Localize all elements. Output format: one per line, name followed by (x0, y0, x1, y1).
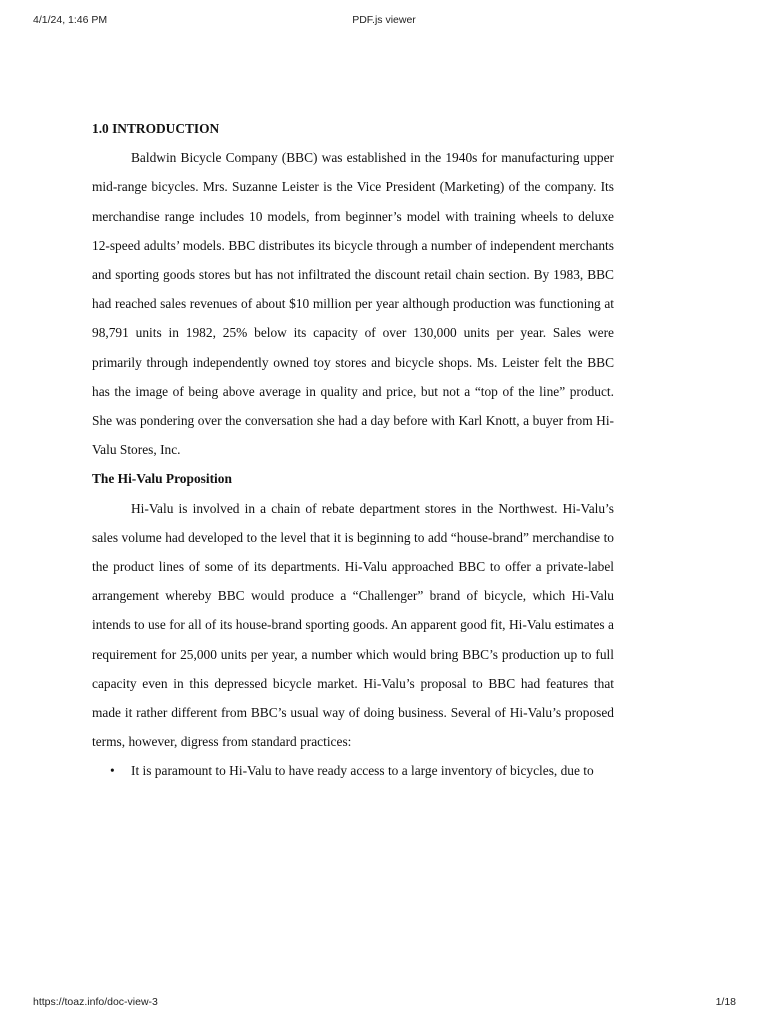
source-url-link[interactable]: https://toaz.info/doc-view-3 (33, 996, 158, 1008)
intro-paragraph: Baldwin Bicycle Company (BBC) was established in the 1940s for manufacturing upper mid-range bicycles. Mrs. Suzanne Leister is the Vice President (Marketing) of the company. Its merchandise range includes 10 models, from beginner’s model with training wheels to deluxe 12-speed adults’ models. BBC distributes its bicycle through a number of independent merchants and sporting goods stores but has not infiltrated the discount retail chain section. By 1983, BBC had reached sales revenues of about $10 million per year although production was functioning at 98,791 units in 1982, 25% below its capacity of over 130,000 units per year. Sales were primarily through independently owned toy stores and bicycle shops. Ms. Leister felt the BBC has the image of being above average in quality and price, but not a “top of the line” product. She was pondering over the conversation she had a day before with Karl Knott, a buyer from Hi-Valu Stores, Inc. (92, 150, 614, 458)
list-item (92, 756, 614, 785)
bullet-marker: • (110, 763, 115, 779)
print-footer (0, 996, 768, 1012)
terms-list (92, 756, 614, 785)
subheading: The Hi-Valu Proposition (92, 471, 232, 487)
section-heading: 1.0 INTRODUCTION (92, 121, 220, 136)
document-page (92, 114, 614, 786)
page-indicator: 1/18 (715, 996, 736, 1008)
list-item-text: It is paramount to Hi-Valu to have ready access to a large inventory of bicycles, due to (131, 763, 594, 779)
print-datetime: 4/1/24, 1:46 PM (33, 14, 108, 26)
proposition-paragraph: Hi-Valu is involved in a chain of rebate department stores in the Northwest. Hi-Valu’s sales volume had developed to the level that it is beginning to add “house-brand” merchandise to the product lines of some of its departments. Hi-Valu approached BBC to offer a private-label arrangement whereby BBC would produce a “Challenger” brand of bicycle, which Hi-Valu intends to use for all of its house-brand sporting goods. An apparent good fit, Hi-Valu estimates a requirement for 25,000 units per year, a number which would bring BBC’s production up to full capacity even in this depressed bicycle market. Hi-Valu’s proposal to BBC had features that made it rather different from BBC’s usual way of doing business. Several of Hi-Valu’s proposed terms, however, digress from standard practices: (92, 500, 614, 750)
print-page-title: PDF.js viewer (352, 14, 416, 26)
print-header (0, 14, 768, 30)
